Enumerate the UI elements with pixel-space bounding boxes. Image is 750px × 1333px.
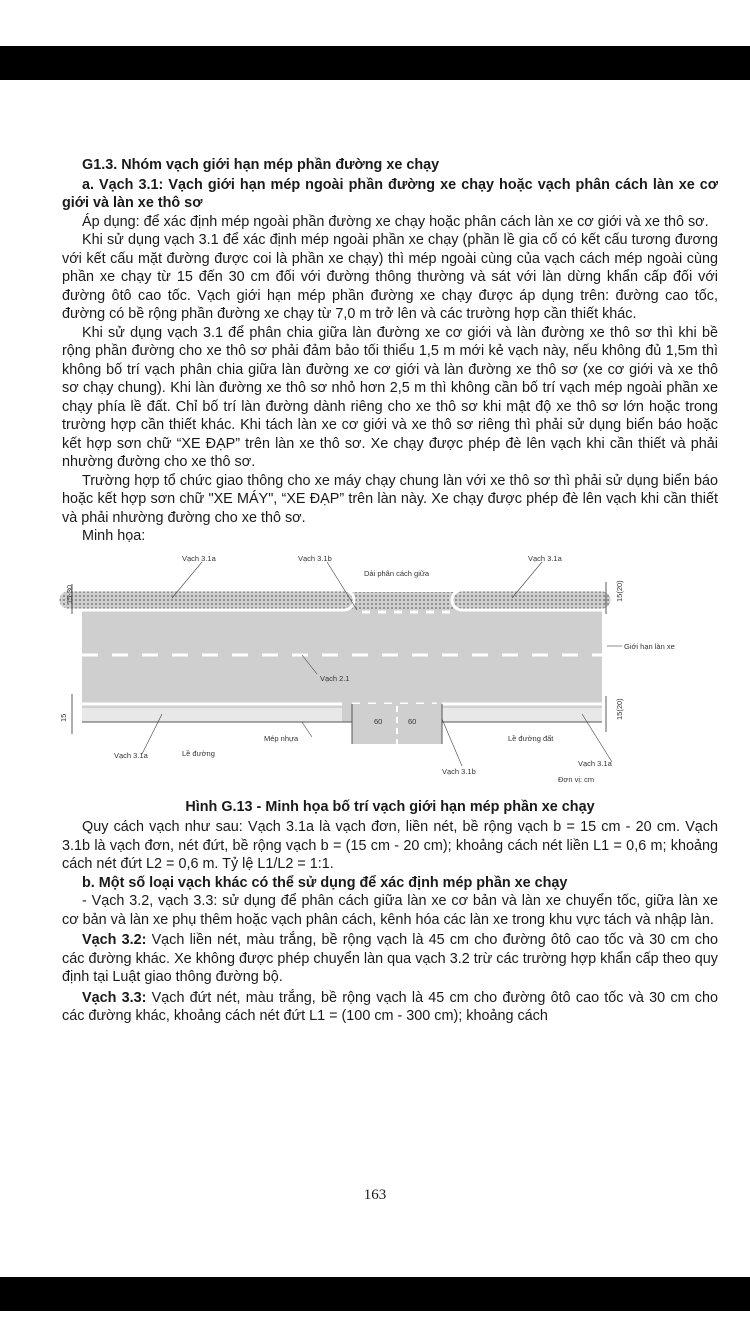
bottom-margin <box>0 1311 750 1333</box>
paragraph-7 <box>62 931 718 987</box>
figure-caption: Hình G.13 - Minh họa bố trí vạch giới hạn mép phần xe chạy <box>185 798 595 815</box>
label-mep-nhua: Mép nhựa <box>264 733 299 743</box>
road-marking-figure <box>59 553 718 792</box>
road-diagram <box>59 553 718 792</box>
leader-mep-nhua <box>302 722 312 737</box>
paragraph-7-text: Vạch liền nét, màu trắng, bề rộng vạch là 45 cm cho đường ôtô cao tốc và 30 cm cho các đường khác. Xe không được phép chuyển làn qua vạch 3.2 trừ các trường hợp khẩn cấp theo quy định tại Luật giao thông đường bộ. <box>62 932 718 985</box>
paragraph-8-label: Vạch 3.3: <box>82 989 147 1006</box>
bottom-black-bar <box>0 1277 750 1311</box>
label-dim-left: 15-30 <box>65 584 74 604</box>
label-le-duong: Lề đường <box>182 748 215 758</box>
illustration-label: Minh họa: <box>82 528 146 544</box>
paragraph-8-text: Vạch đứt nét, màu trắng, bề rộng vạch là 45 cm cho đường ôtô cao tốc và 30 cm cho các đường khác, khoảng cách nét đứt L1 = (100 cm - 300 cm); khoảng cách <box>62 989 718 1024</box>
subheading-b: b. Một số loại vạch khác có thể sử dụng để xác định mép phần xe chạy <box>82 874 568 891</box>
page-number: 163 <box>363 1187 387 1203</box>
top-black-bar <box>0 46 750 80</box>
label-unit: Đơn vị: cm <box>558 774 595 784</box>
bottom-shoulder-left <box>82 708 342 722</box>
section-heading: G1.3. Nhóm vạch giới hạn mép phần đường xe chạy <box>82 157 440 173</box>
bottom-shoulder-right <box>442 708 602 722</box>
label-dim-60b: 60 <box>408 716 417 726</box>
label-dim-right-bottom: 15(20) <box>615 697 624 720</box>
paragraph-4: Trường hợp tổ chức giao thông cho xe máy chạy chung làn với xe thô sơ thì phải sử dụng biển báo hoặc kết hợp sơn chữ "XE MÁY", “XE ĐẠP” trên làn này. Xe chạy được phép đè lên vạch khi cần thiết và phải nhường đường cho xe thô sơ. <box>62 472 718 526</box>
leader-3-1b-bottom <box>442 719 462 766</box>
paragraph-2: Khi sử dụng vạch 3.1 để xác định mép ngoài phần xe chạy (phần lề gia cố có kết cấu tương đương với kết cấu mặt đường được coi là phần xe chạy) thì mép ngoài cùng của vạch cách mép ngoài cùng phần xe chạy từ 15 đến 30 cm đối với đường thông thường và sát với làn dừng khẩn cấp đối với đường ôtô cao tốc. Vạch giới hạn mép phần đường xe chạy được áp dụng trên: đường cao tốc, đường có bề rộng phần đường xe chạy từ 7,0 m trở lên và các trường hợp cần thiết khác. <box>62 232 718 322</box>
subheading-a: a. Vạch 3.1: Vạch giới hạn mép ngoài phần đường xe chạy hoặc vạch phân cách làn xe cơ giới và làn xe thô sơ <box>62 176 718 211</box>
label-dim-15: 15 <box>59 713 68 722</box>
paragraph-5: Quy cách vạch như sau: Vạch 3.1a là vạch đơn, liền nét, bề rộng vạch b = 15 cm - 20 cm. Vạch 3.1b là vạch đơn, nét đứt, bề rộng vạch b = (15 cm - 20 cm); khoảng cách nét liền L1 = 0,6 m; khoảng cách nét đứt L2 = 0,6 m. Tỷ lệ L1/L2 = 1:1. <box>62 819 718 872</box>
paragraph-8 <box>62 989 718 1026</box>
paragraph-3: Khi sử dụng vạch 3.1 để phân chia giữa làn đường xe cơ giới và làn đường xe thô sơ thì khi bề rộng phần đường cho xe thô sơ phải đảm bảo tối thiểu 1,5 m mới kẻ vạch này, nếu không đủ 1,5m thì không bố trí vạch phân chia giữa làn đường xe cơ giới và làn đường xe thô sơ (xe cơ giới và xe thô sơ chạy chung). Khi làn đường xe thô sơ nhỏ hơn 2,5 m thì không cần bố trí vạch mép ngoài phần xe chạy phía lề đất. Chỉ bố trí làn đường dành riêng cho xe thô sơ khi mật độ xe thô sơ lớn hoặc trong trường hợp cần thiết khác. Khi tách làn xe cơ giới và xe thô sơ riêng thì phải sử dụng biển báo hoặc kết hợp sơn chữ “XE ĐẠP” trên làn xe thô sơ. Xe chạy được phép đè lên vạch khi cần thiết và phải nhường đường cho xe thô sơ. <box>62 324 718 470</box>
label-3-1b-bottom: Vạch 3.1b <box>442 766 476 776</box>
label-3-1a-bottom-left: Vạch 3.1a <box>114 750 148 760</box>
top-margin <box>0 0 750 46</box>
label-lane-limit: Giới hạn làn xe <box>624 641 675 651</box>
paragraph-1: Áp dụng: để xác định mép ngoài phần đường xe chạy hoặc phân cách làn xe cơ giới và xe thô sơ. <box>82 213 709 230</box>
median-island-left <box>58 590 354 610</box>
paragraph-6: - Vạch 3.2, vạch 3.3: sử dụng để phân cách giữa làn xe cơ bản và làn xe chuyển tốc, giữa làn xe cơ bản và làn xe phụ thêm hoặc vạch phân cách, kênh hóa các làn xe trong khu vực tách và nhập làn. <box>62 893 718 928</box>
label-dim-60a: 60 <box>374 716 383 726</box>
median-island-right <box>452 590 612 610</box>
label-3-1b-top: Vạch 3.1b <box>298 553 332 563</box>
document-page <box>59 156 718 1026</box>
label-le-duong-dat: Lề đường đất <box>508 733 554 743</box>
label-median: Dải phân cách giữa <box>364 568 430 578</box>
label-2-1: Vạch 2.1 <box>320 673 350 683</box>
label-dim-right-top: 15(20) <box>615 579 624 602</box>
label-3-1a-top-right: Vạch 3.1a <box>528 553 562 563</box>
label-3-1a-top-left: Vạch 3.1a <box>182 553 216 563</box>
label-3-1a-bottom-right: Vạch 3.1a <box>578 758 612 768</box>
paragraph-7-label: Vạch 3.2: <box>82 932 147 948</box>
